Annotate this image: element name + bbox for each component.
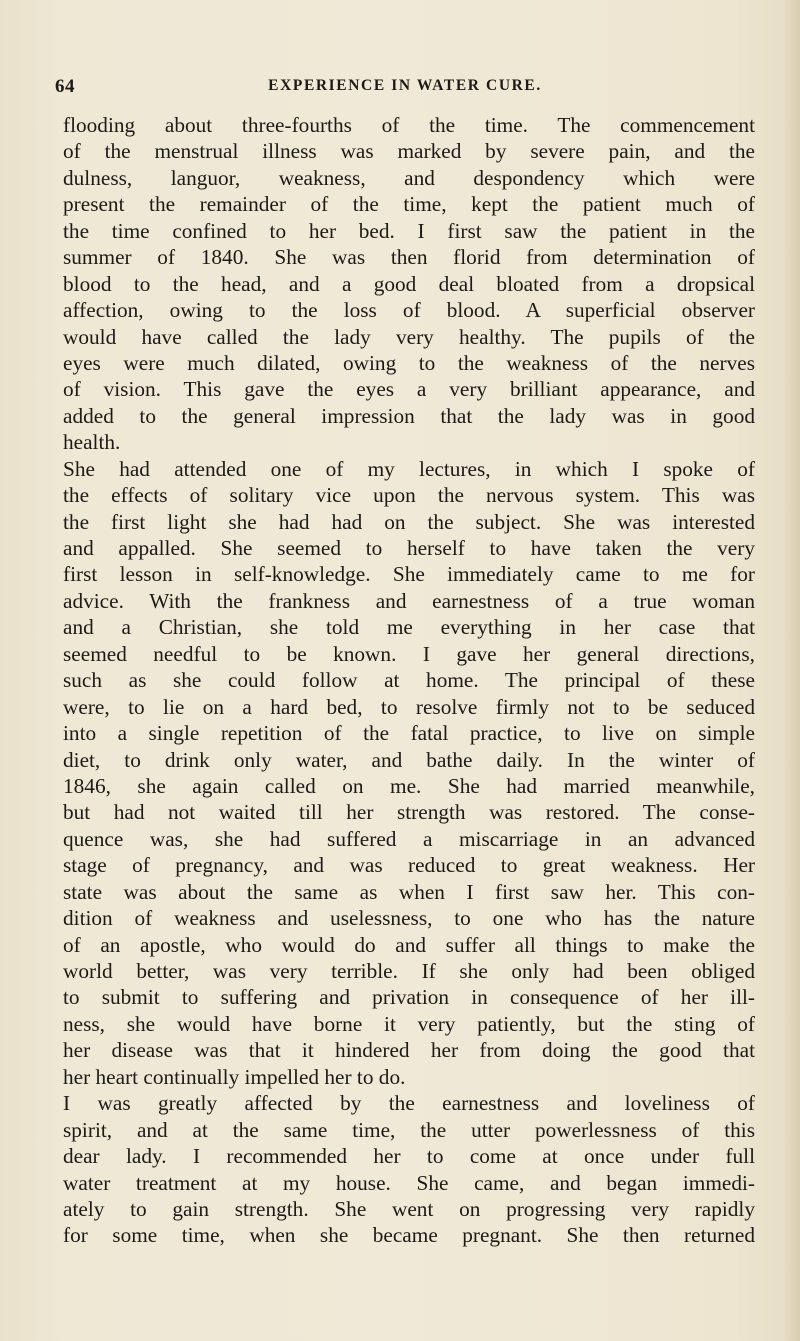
text-line: world better, was very terrible. If she only had been obliged bbox=[63, 959, 755, 983]
text-line: for some time, when she became pregnant. She then returned bbox=[63, 1223, 755, 1248]
text-line: blood to the head, and a good deal bloated from a dropsical bbox=[63, 271, 755, 296]
text-line: diet, to drink only water, and bathe daily. In the winter of bbox=[63, 747, 755, 772]
text-line: into a single repetition of the fatal practice, to live on simple bbox=[63, 721, 755, 746]
text-line: I was greatly affected by the earnestness and loveliness of bbox=[63, 1091, 755, 1116]
text-line: spirit, and at the same time, the utter powerlessness of this bbox=[63, 1117, 755, 1142]
text-line: first lesson in self-knowledge. She immediately came to me for bbox=[63, 562, 755, 587]
text-line: the time confined to her bed. I first saw the patient in the bbox=[63, 218, 755, 243]
text-line: She had attended one of my lectures, in which I spoke of bbox=[63, 456, 755, 481]
text-line: stage of pregnancy, and was reduced to great weakness. Her bbox=[63, 853, 755, 878]
text-line: and appalled. She seemed to herself to have taken the very bbox=[63, 536, 755, 560]
text-line: dulness, languor, weakness, and despondency which were bbox=[63, 165, 755, 190]
page-edge-shadow bbox=[784, 0, 800, 1341]
text-line: her heart continually impelled her to do. bbox=[63, 1064, 406, 1089]
text-line: of vision. This gave the eyes a very brilliant appearance, and bbox=[63, 377, 755, 402]
text-line: were, to lie on a hard bed, to resolve firmly not to be seduced bbox=[63, 694, 755, 719]
text-line: ately to gain strength. She went on progressing very rapidly bbox=[63, 1196, 755, 1221]
text-line: summer of 1840. She was then florid from determination of bbox=[63, 245, 755, 270]
text-line: seemed needful to be known. I gave her general directions, bbox=[63, 641, 755, 666]
text-line: the first light she had had on the subject. She was interested bbox=[63, 509, 755, 534]
text-line: 1846, she again called on me. She had married meanwhile, bbox=[63, 773, 755, 798]
text-line: her disease was that it hindered her from doing the good that bbox=[63, 1038, 755, 1063]
text-line: advice. With the frankness and earnestness of a true woman bbox=[63, 588, 755, 613]
running-head: EXPERIENCE IN WATER CURE. bbox=[268, 77, 542, 94]
text-line: ness, she would have borne it very patiently, but the sting of bbox=[63, 1011, 755, 1036]
text-line: health. bbox=[63, 430, 121, 455]
text-line: affection, owing to the loss of blood. A superficial observer bbox=[63, 298, 755, 323]
text-line: such as she could follow at home. The principal of these bbox=[63, 668, 755, 693]
text-line: and a Christian, she told me everything in her case that bbox=[63, 615, 755, 640]
text-line: of an apostle, who would do and suffer all things to make the bbox=[63, 932, 755, 957]
text-line: of the menstrual illness was marked by severe pain, and the bbox=[63, 139, 755, 164]
page-header bbox=[55, 76, 755, 100]
text-line: state was about the same as when I first saw her. This con- bbox=[63, 879, 755, 904]
text-line: eyes were much dilated, owing to the weakness of the nerves bbox=[63, 350, 755, 375]
text-line: present the remainder of the time, kept the patient much of bbox=[63, 192, 755, 217]
text-line: water treatment at my house. She came, and began immedi- bbox=[63, 1170, 755, 1195]
body-text bbox=[63, 112, 755, 1249]
text-line: added to the general impression that the lady was in good bbox=[63, 403, 755, 428]
text-line: dition of weakness and uselessness, to one who has the nature bbox=[63, 906, 755, 931]
text-line: flooding about three-fourths of the time. The commencement bbox=[63, 113, 755, 137]
text-line: would have called the lady very healthy. The pupils of the bbox=[63, 324, 755, 349]
text-line: quence was, she had suffered a miscarriage in an advanced bbox=[63, 826, 755, 851]
page-number: 64 bbox=[55, 76, 75, 97]
text-line: to submit to suffering and privation in consequence of her ill- bbox=[63, 985, 755, 1010]
text-line: dear lady. I recommended her to come at once under full bbox=[63, 1144, 755, 1169]
text-line: but had not waited till her strength was restored. The conse- bbox=[63, 800, 755, 825]
text-line: the effects of solitary vice upon the nervous system. This was bbox=[63, 483, 755, 508]
